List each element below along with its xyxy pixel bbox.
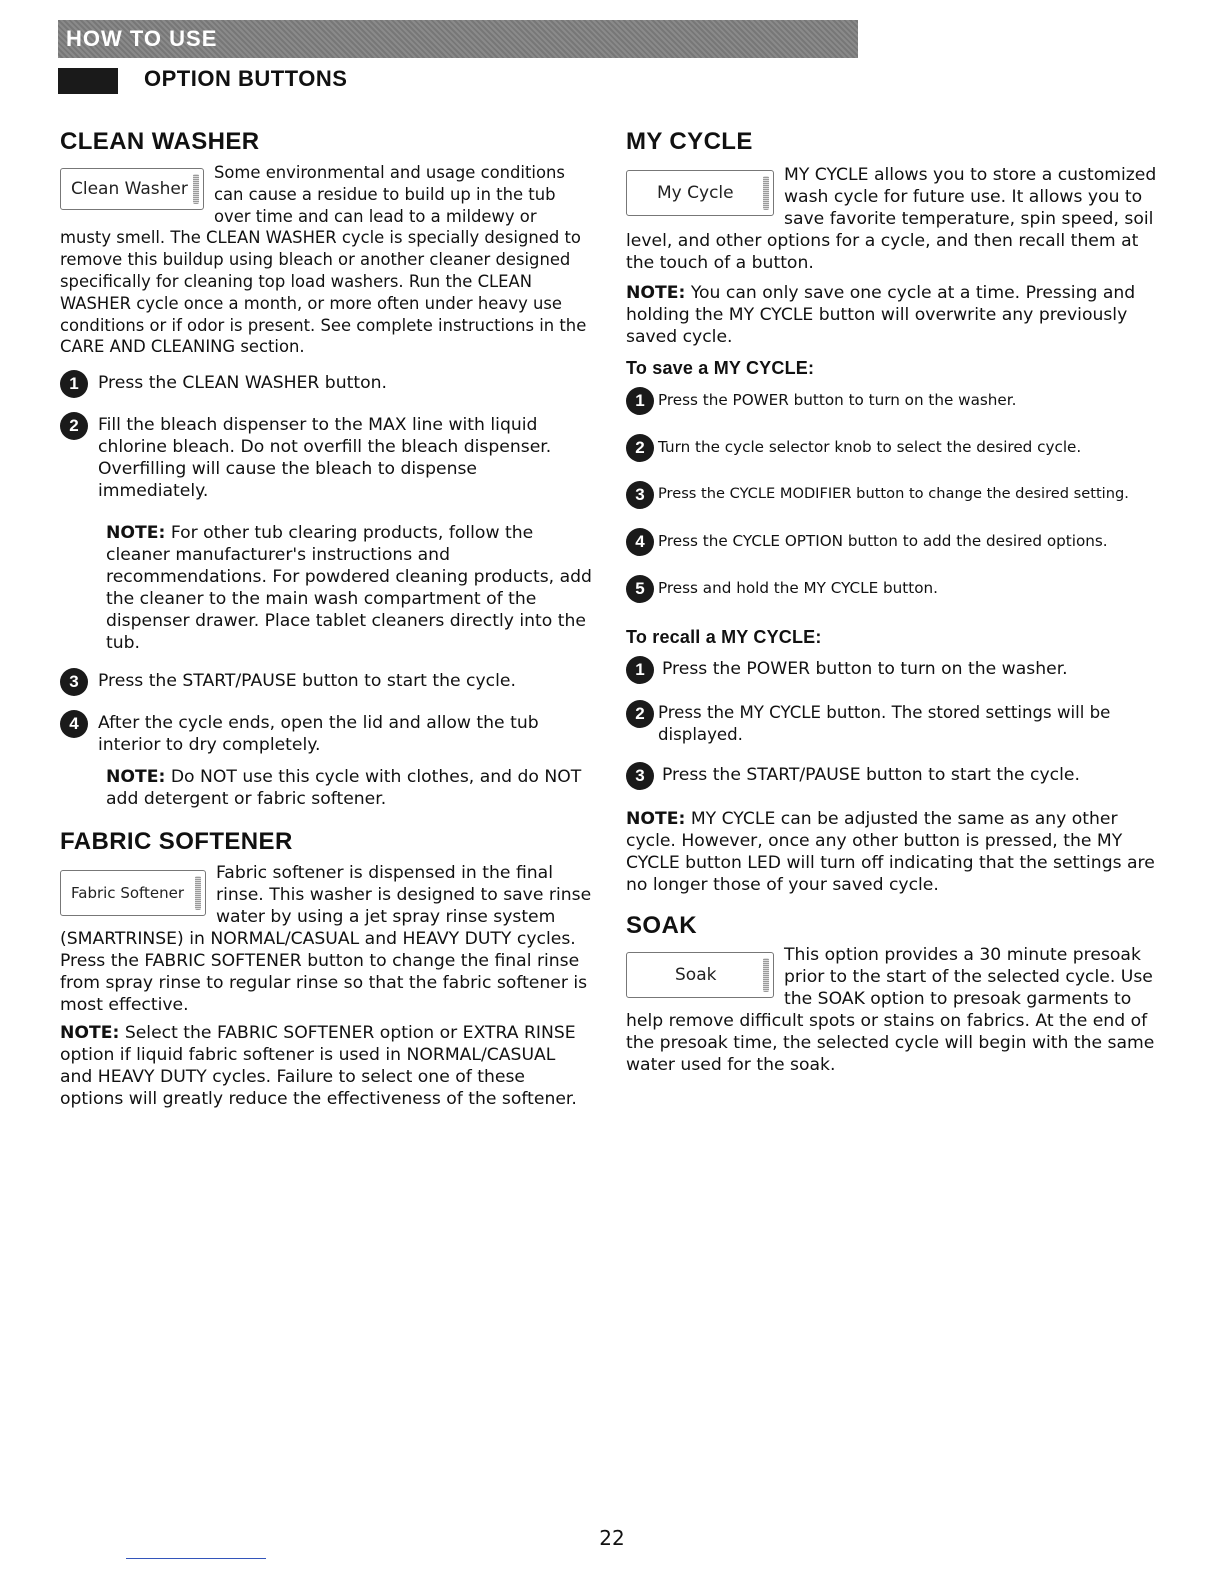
step-text: Turn the cycle selector knob to select the desired cycle.	[658, 438, 1082, 456]
step-number-badge: 5	[626, 575, 654, 603]
my-cycle-note-1	[626, 282, 1166, 348]
step-number-badge: 2	[626, 434, 654, 462]
clean-washer-button-label: Clean Washer	[71, 179, 188, 199]
step-text: Press the CYCLE MODIFIER button to change the desired setting.	[658, 485, 1129, 502]
fabric-softener-section	[60, 826, 592, 1110]
note-label: NOTE:	[60, 1023, 120, 1044]
step-text: Press the START/PAUSE button to start the cycle.	[662, 765, 1080, 785]
clean-washer-button[interactable]	[60, 168, 204, 210]
fabric-softener-intro: Fabric softener is dispensed in the final rinse. This washer is designed to save rinse water by using a jet spray rinse system (SMARTRINSE) in NORMAL/CASUAL and HEAVY DUTY cycles. Press the FABRIC SOFTENER button to change the final rinse from spray rinse to regular rinse so that the fabric softener is most effective.	[60, 863, 592, 1016]
my-cycle-section	[626, 126, 1166, 896]
left-column	[60, 126, 592, 1110]
recall-step-3	[626, 764, 1166, 790]
note-text: Select the FABRIC SOFTENER option or EXTRA RINSE option if liquid fabric softener is used in NORMAL/CASUAL and HEAVY DUTY cycles. Failure to select one of these options will greatly reduce the effectiveness of the softener.	[60, 1023, 577, 1110]
clean-washer-step-2	[60, 414, 592, 502]
soak-intro: This option provides a 30 minute presoak prior to the start of the selected cycle. Use the SOAK option to presoak garments to help remove difficult spots or stains on fabrics. At the end of the presoak time, the selected cycle will begin with the same water used for the soak.	[626, 945, 1155, 1075]
soak-button[interactable]	[626, 952, 774, 998]
my-cycle-intro: MY CYCLE allows you to store a customized wash cycle for future use. It allows you to save favorite temperature, spin speed, soil level, and other options for a cycle, and then recall them at the touch of a button.	[626, 165, 1157, 273]
step-number-badge: 2	[626, 700, 654, 728]
section-marker-block	[58, 68, 118, 94]
my-cycle-note-2	[626, 808, 1166, 896]
step-text: Press the POWER button to turn on the washer.	[662, 659, 1068, 679]
fabric-softener-button-label: Fabric Softener	[71, 884, 185, 903]
step-text: Press the START/PAUSE button to start the cycle.	[98, 671, 516, 692]
soak-section	[626, 910, 1166, 1076]
page-number: 22	[599, 1526, 625, 1550]
save-step-1	[626, 389, 1166, 415]
step-text: Press the POWER button to turn on the washer.	[658, 391, 1017, 409]
clean-washer-note-2	[106, 766, 592, 810]
step-number-badge: 3	[626, 762, 654, 790]
clean-washer-title: CLEAN WASHER	[60, 128, 260, 155]
soak-button-label: Soak	[675, 965, 717, 985]
step-text: Press the CYCLE OPTION button to add the desired options.	[658, 532, 1108, 550]
my-cycle-button-label: My Cycle	[657, 183, 734, 203]
banner-title: HOW TO USE	[66, 26, 218, 51]
recall-step-2	[626, 702, 1166, 746]
clean-washer-section	[60, 126, 592, 810]
note-label: NOTE:	[626, 809, 686, 829]
clean-washer-step-4	[60, 712, 592, 756]
note-label: NOTE:	[626, 283, 686, 303]
step-number-badge: 4	[60, 710, 88, 738]
step-number-badge: 3	[626, 481, 654, 509]
step-number-badge: 4	[626, 528, 654, 556]
fabric-softener-note	[60, 1022, 592, 1110]
clean-washer-note-1	[106, 522, 592, 654]
header-banner	[58, 20, 858, 58]
save-step-5	[626, 577, 1166, 603]
note-label: NOTE:	[106, 523, 166, 544]
fabric-softener-title: FABRIC SOFTENER	[60, 828, 293, 856]
section-title: OPTION BUTTONS	[144, 66, 348, 91]
note-text: You can only save one cycle at a time. Pressing and holding the MY CYCLE button will overwrite any previously saved cycle.	[626, 283, 1136, 347]
my-cycle-title: MY CYCLE	[626, 128, 753, 155]
step-number-badge: 1	[60, 370, 88, 398]
save-step-2	[626, 436, 1166, 462]
step-text: Fill the bleach dispenser to the MAX line with liquid chlorine bleach. Do not overfill the bleach dispenser. Overfilling will cause the bleach to dispense immediately.	[98, 415, 552, 502]
save-my-cycle-heading: To save a MY CYCLE:	[626, 358, 815, 378]
clean-washer-step-1	[60, 372, 592, 398]
save-step-4	[626, 530, 1166, 556]
recall-step-1	[626, 658, 1166, 684]
right-column	[626, 126, 1166, 1076]
note-text: Do NOT use this cycle with clothes, and do NOT add detergent or fabric softener.	[106, 767, 582, 810]
my-cycle-button[interactable]	[626, 170, 774, 216]
step-number-badge: 3	[60, 668, 88, 696]
clean-washer-step-3	[60, 670, 592, 696]
recall-my-cycle-heading: To recall a MY CYCLE:	[626, 627, 822, 647]
step-number-badge: 1	[626, 656, 654, 684]
clean-washer-intro: Some environmental and usage conditions can cause a residue to build up in the tub over time and can lead to a mildewy or musty smell. The CLEAN WASHER cycle is specially designed to remove this buildup using bleach or another cleaner designed specifically for cleaning top load washers. Run the CLEAN WASHER cycle once a month, or more often under heavy use conditions or if odor is present. See complete instructions in the CARE AND CLEANING section.	[60, 163, 587, 357]
step-number-badge: 1	[626, 387, 654, 415]
note-text: For other tub clearing products, follow the cleaner manufacturer's instructions and recommendations. For powdered cleaning products, add the cleaner to the main wash compartment of the dispenser drawer. Place tablet cleaners directly into the tub.	[106, 523, 592, 654]
fabric-softener-button[interactable]	[60, 870, 206, 916]
note-label: NOTE:	[106, 767, 166, 788]
footer-link-underline	[126, 1558, 266, 1559]
save-step-3	[626, 483, 1166, 509]
step-text: After the cycle ends, open the lid and allow the tub interior to dry completely.	[98, 713, 539, 756]
step-text: Press and hold the MY CYCLE button.	[658, 579, 938, 597]
step-number-badge: 2	[60, 412, 88, 440]
step-text: Press the CLEAN WASHER button.	[98, 373, 387, 394]
step-text: Press the MY CYCLE button. The stored settings will be displayed.	[658, 703, 1111, 744]
soak-title: SOAK	[626, 912, 697, 939]
note-text: MY CYCLE can be adjusted the same as any other cycle. However, once any other button is pressed, the MY CYCLE button LED will turn off indicating that the settings are no longer those of your saved cycle.	[626, 809, 1155, 895]
